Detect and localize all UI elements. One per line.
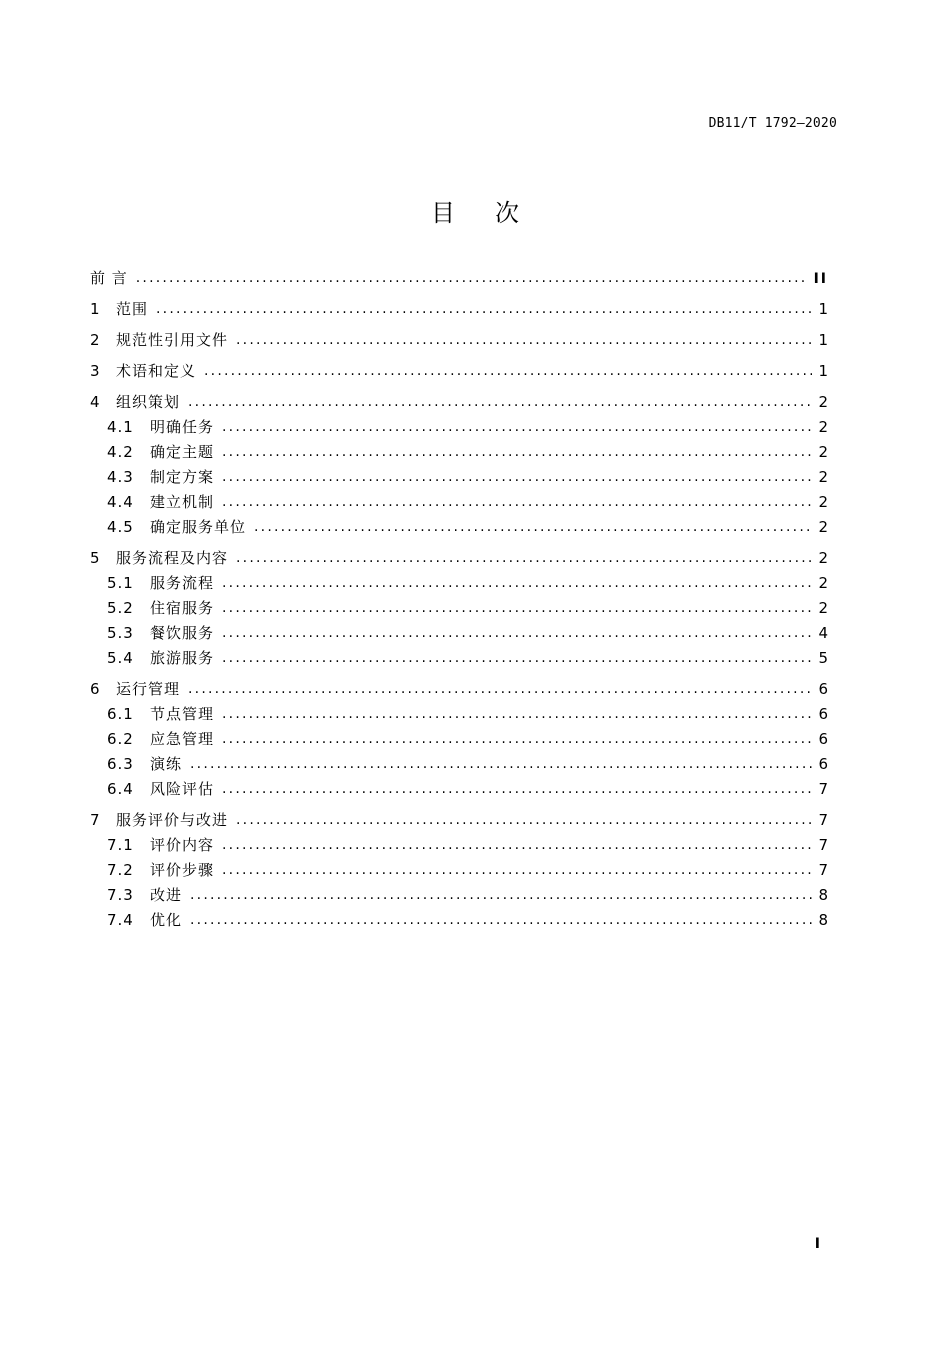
footer-page-number: I [814,1236,820,1252]
toc-entry[interactable] [90,571,828,596]
toc-entry[interactable] [90,415,828,440]
toc-entry-number: 6.4 [107,780,134,798]
toc-dot-leader [222,465,812,490]
toc-entry[interactable] [90,808,828,833]
toc-entry[interactable] [90,883,828,908]
toc-entry-page: 7 [818,836,828,854]
toc-entry-label: 术语和定义 [116,362,197,380]
toc-entry-page: 6 [818,680,828,698]
toc-entry-label: 风险评估 [150,780,215,798]
toc-entry-page: 4 [818,624,828,642]
toc-dot-leader [236,546,812,571]
toc-entry-number: 5.2 [107,599,134,617]
toc-entry-number: 4 [90,393,100,411]
toc-entry-page: 1 [818,331,828,349]
toc-entry-number: 7.2 [107,861,134,879]
toc-entry-label: 改进 [150,886,183,904]
toc-entry-label: 组织策划 [116,393,181,411]
toc-entry-label: 演练 [150,755,183,773]
toc-dot-leader [190,752,812,777]
toc-entry-label: 旅游服务 [150,649,215,667]
toc-entry-page: 2 [818,443,828,461]
toc-entry[interactable] [90,328,828,353]
toc-entry-page: 8 [818,886,828,904]
toc-entry-number: 4.4 [107,493,134,511]
toc-entry-page: 5 [818,649,828,667]
toc-entry-page: 6 [818,705,828,723]
toc-entry-page: II [813,271,828,287]
toc-entry-label: 前 言 [90,269,128,287]
toc-dot-leader [222,702,812,727]
toc-entry-label: 节点管理 [150,705,215,723]
toc-entry-number: 6.1 [107,705,134,723]
toc-entry-label: 确定服务单位 [150,518,247,536]
toc-entry-number: 7.4 [107,911,134,929]
toc-entry[interactable] [90,908,828,933]
toc-entry-number: 5.4 [107,649,134,667]
toc-entry-page: 8 [818,911,828,929]
toc-dot-leader [222,833,812,858]
toc-dot-leader [222,646,812,671]
toc-entry-page: 7 [818,861,828,879]
toc-entry-page: 2 [818,418,828,436]
toc-entry-label: 评价步骤 [150,861,215,879]
toc-entry-label: 服务流程及内容 [116,549,229,567]
toc-entry-number: 4.2 [107,443,134,461]
toc-entry[interactable] [90,359,828,384]
toc-dot-leader [136,266,808,291]
toc-entry-number: 5.3 [107,624,134,642]
toc-entry-number: 6.2 [107,730,134,748]
toc-entry-label: 应急管理 [150,730,215,748]
toc-entry-number: 7.3 [107,886,134,904]
toc-entry[interactable] [90,677,828,702]
toc-entry[interactable] [90,490,828,515]
toc-dot-leader [188,390,812,415]
toc-entry-number: 7.1 [107,836,134,854]
standard-code: DB11/T 1792—2020 [708,116,837,131]
toc-entry-page: 2 [818,549,828,567]
toc-entry-label: 餐饮服务 [150,624,215,642]
toc-entry-number: 4.1 [107,418,134,436]
toc-entry-label: 范围 [116,300,149,318]
toc-entry-page: 1 [818,300,828,318]
toc-entry[interactable] [90,297,828,322]
toc-entry[interactable] [90,752,828,777]
toc-entry-number: 2 [90,331,100,349]
toc-entry-page: 2 [818,518,828,536]
toc-entry-label: 住宿服务 [150,599,215,617]
toc-entry-label: 确定主题 [150,443,215,461]
toc-entry[interactable] [90,833,828,858]
toc-entry[interactable] [90,777,828,802]
toc-entry[interactable] [90,702,828,727]
toc-entry-page: 2 [818,493,828,511]
toc-entry-number: 6 [90,680,100,698]
page-title: 目次 [431,199,559,227]
toc-entry-page: 6 [818,755,828,773]
toc-entry[interactable] [90,596,828,621]
toc-entry-number: 4.5 [107,518,134,536]
toc-dot-leader [236,808,812,833]
toc-entry-number: 6.3 [107,755,134,773]
toc-dot-leader [222,858,812,883]
toc-entry-label: 服务流程 [150,574,215,592]
toc-entry-number: 1 [90,300,100,318]
toc-entry-number: 3 [90,362,100,380]
toc-entry-label: 优化 [150,911,183,929]
toc-dot-leader [190,883,812,908]
toc-entry[interactable] [90,727,828,752]
toc-entry-page: 2 [818,468,828,486]
toc-entry-page: 7 [818,780,828,798]
toc-entry[interactable] [90,858,828,883]
toc-entry-label: 运行管理 [116,680,181,698]
toc-entry[interactable] [90,621,828,646]
toc-dot-leader [204,359,812,384]
toc-dot-leader [222,596,812,621]
toc-entry[interactable] [90,440,828,465]
toc-entry-label: 规范性引用文件 [116,331,229,349]
toc-entry-page: 6 [818,730,828,748]
toc-entry-label: 服务评价与改进 [116,811,229,829]
toc-entry-label: 明确任务 [150,418,215,436]
toc-dot-leader [156,297,812,322]
toc-entry-number: 7 [90,811,100,829]
toc-entry[interactable] [90,546,828,571]
toc-dot-leader [222,621,812,646]
toc-entry-number: 5.1 [107,574,134,592]
toc-dot-leader [222,727,812,752]
toc-entry-label: 评价内容 [150,836,215,854]
toc-entry[interactable] [90,390,828,415]
toc-dot-leader [222,571,812,596]
toc-entry[interactable] [90,515,828,540]
toc-entry-number: 5 [90,549,100,567]
toc-entry-page: 2 [818,574,828,592]
toc-entry-label: 建立机制 [150,493,215,511]
toc-entry[interactable] [90,646,828,671]
table-of-contents [90,266,828,933]
toc-dot-leader [236,328,812,353]
toc-entry[interactable] [90,266,828,291]
toc-entry-page: 2 [818,599,828,617]
toc-dot-leader [188,677,812,702]
toc-entry-page: 2 [818,393,828,411]
toc-entry-label: 制定方案 [150,468,215,486]
toc-dot-leader [222,490,812,515]
toc-dot-leader [190,908,812,933]
toc-entry-number: 4.3 [107,468,134,486]
toc-dot-leader [222,777,812,802]
toc-entry-page: 7 [818,811,828,829]
toc-dot-leader [222,415,812,440]
toc-dot-leader [254,515,812,540]
toc-entry-page: 1 [818,362,828,380]
toc-dot-leader [222,440,812,465]
toc-entry[interactable] [90,465,828,490]
